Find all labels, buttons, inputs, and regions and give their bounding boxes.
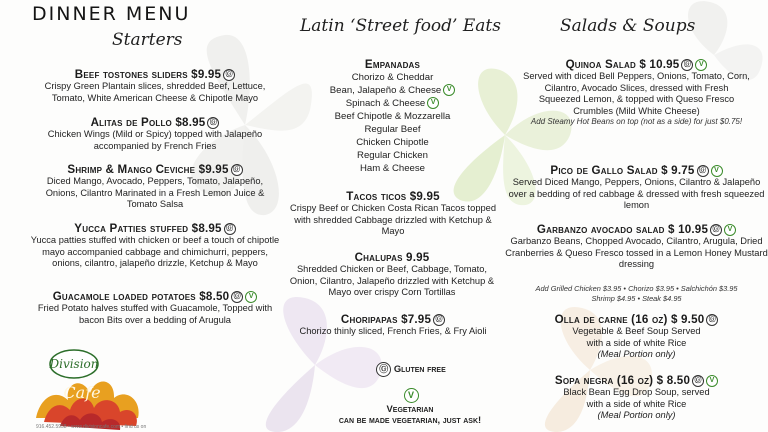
gluten-free-icon: Ⓖ	[706, 314, 718, 326]
item-description: Crispy Beef or Chicken Costa Rican Tacos topped with shredded Cabbage drizzled with Ketchup & Mayo	[289, 203, 496, 237]
vegetarian-icon: V	[724, 224, 736, 236]
gluten-free-icon: Ⓖ	[207, 117, 219, 129]
salad-addons	[505, 284, 768, 304]
vegetarian-icon: V	[443, 84, 455, 96]
item-name: Beef tostones sliders $9.95	[74, 68, 222, 81]
item-description: Chicken Wings (Mild or Spicy) topped with Jalapeño accompanied by French Fries	[47, 129, 263, 151]
menu-item-garbanzo-avocado-salad	[505, 223, 768, 271]
menu-item-beef-tostones	[30, 68, 280, 104]
addon-line: Shrimp $4.95 • Steak $4.95	[591, 294, 682, 303]
vegetarian-icon: V	[711, 165, 723, 177]
legend-vegetarian-label: Vegetarian	[386, 403, 434, 414]
item-name: Choripapas $7.95	[340, 313, 432, 326]
item-description: Garbanzo Beans, Chopped Avocado, Cilantro, Arugula, Dried Cranberries & Queso Fresco tossed in a Lemon Honey Mustard dressing	[505, 236, 768, 270]
legend-vegetarian-note: can be made vegetarian, just ask!	[338, 414, 482, 425]
menu-item-pico-de-gallo-salad	[505, 164, 768, 212]
empanada-option: Ham & Cheese	[359, 163, 426, 174]
gluten-free-icon: Ⓖ	[681, 59, 693, 71]
empanada-option: Regular Chicken	[357, 150, 428, 161]
menu-item-tacos-ticos	[288, 190, 498, 238]
menu-item-olla-de-carne	[505, 313, 768, 361]
item-description: Vegetable & Beef Soup Served with a side of white Rice	[572, 326, 701, 348]
logo-line1: Division	[49, 357, 99, 371]
item-name: Empanadas	[364, 58, 421, 71]
empanada-option: Chicken Chipotle	[356, 137, 429, 148]
empanada-option: Regular Beef	[364, 124, 421, 135]
empanada-option: Bean, Jalapeño & Cheese V	[300, 84, 485, 97]
section-title-starters: Starters	[112, 30, 183, 50]
gluten-free-icon: Ⓖ	[231, 291, 243, 303]
menu-title: DINNER MENU	[32, 3, 191, 25]
item-name: Guacamole loaded potatoes $8.50	[52, 290, 230, 303]
item-name: Tacos ticos $9.95	[346, 190, 440, 203]
gluten-free-icon: Ⓖ	[376, 362, 391, 377]
gluten-free-icon: Ⓖ	[223, 69, 235, 81]
menu-item-yucca-patties	[30, 222, 280, 270]
menu-item-shrimp-mango-ceviche	[30, 163, 280, 211]
gluten-free-icon: Ⓖ	[710, 224, 722, 236]
footer-contact: 916.452.5958 • www.divisioncafe.com • find us on	[36, 424, 147, 430]
item-name: Shrimp & Mango Ceviche $9.95	[67, 163, 229, 176]
vegetarian-icon: V	[695, 59, 707, 71]
meal-portion-note: (Meal Portion only)	[597, 349, 676, 360]
gluten-free-icon: Ⓖ	[697, 165, 709, 177]
item-name: Olla de carne (16 oz) $ 9.50	[554, 313, 705, 326]
legend-vegetarian	[330, 388, 490, 425]
vegetarian-icon: V	[706, 375, 718, 387]
vegetarian-icon: V	[404, 388, 419, 403]
vegetarian-icon: V	[245, 291, 257, 303]
item-description: Served Diced Mango, Peppers, Onions, Cilantro & Jalapeño over a bedding of red cabbage & dressed with fresh squeezed lemon	[508, 177, 765, 211]
item-name: Garbanzo avocado salad $ 10.95	[536, 223, 709, 236]
addon-line: Add Grilled Chicken $3.95 • Chorizo $3.95 • Salchichón $3.95	[535, 284, 738, 293]
division-cafe-logo	[30, 348, 148, 432]
item-addon: Add Steamy Hot Beans on top (not as a side) for just $0.75!	[530, 117, 743, 127]
legend-gluten-free	[330, 362, 490, 377]
item-name: Yucca Patties stuffed $8.95	[74, 222, 222, 235]
item-description: Black Bean Egg Drop Soup, served with a side of white Rice	[563, 387, 710, 409]
legend-gluten-free-label: Gluten free	[393, 362, 446, 374]
logo-line2: Cafe	[63, 383, 101, 402]
section-title-salads-soups: Salads & Soups	[560, 16, 696, 36]
item-description: Chorizo thinly sliced, French Fries, & Fry Aioli	[299, 326, 487, 336]
empanada-option: Beef Chipotle & Mozzarella	[334, 111, 451, 122]
section-title-street-food: Latin ‘Street food’ Eats	[300, 16, 501, 36]
item-name: Sopa negra (16 oz) $ 8.50	[554, 374, 691, 387]
gluten-free-icon: Ⓖ	[692, 375, 704, 387]
item-description: Served with diced Bell Peppers, Onions, Tomato, Corn, Cilantro, Avocado Slices, dressed with Fresh Squeezed Lemon, & topped with Queso Fresco Crumbles (Mild White Cheese)	[523, 71, 750, 116]
item-description: Yucca patties stuffed with chicken or beef a touch of chipotle mayo accompanied cabbage and chimichurri, peppers, onions, cilantro, jalapeño drizzle, Ketchup & Mayo	[30, 235, 280, 269]
menu-item-alitas-de-pollo	[30, 116, 280, 152]
item-description: Diced Mango, Avocado, Peppers, Tomato, Jalapeño, Onions, Cilantro Marinated in a Fresh Lemon Juice & Tomato Salsa	[45, 176, 265, 210]
menu-item-empanadas	[300, 58, 485, 175]
menu-item-choripapas	[288, 313, 498, 338]
menu-item-quinoa-salad	[505, 58, 768, 127]
item-description: Shredded Chicken or Beef, Cabbage, Tomato, Onion, Cilantro, Jalapeño drizzled with Ketchup & Mayo over crispy Corn Tortillas	[289, 264, 495, 298]
gluten-free-icon: Ⓖ	[224, 223, 236, 235]
item-name: Chalupas 9.95	[354, 251, 430, 264]
item-description: Crispy Green Plantain slices, shredded Beef, Lettuce, Tomato, White American Cheese & Chipotle Mayo	[44, 81, 266, 103]
menu-item-chalupas	[283, 251, 501, 299]
gluten-free-icon: Ⓖ	[231, 164, 243, 176]
item-name: Alitas de Pollo $8.95	[90, 116, 206, 129]
vegetarian-icon: V	[427, 97, 439, 109]
empanada-option: Spinach & Cheese V	[300, 97, 485, 110]
menu-item-guacamole-potatoes	[30, 290, 280, 326]
item-name: Quinoa Salad $ 10.95	[565, 58, 680, 71]
item-name: Pico de Gallo Salad $ 9.75	[550, 164, 695, 177]
meal-portion-note: (Meal Portion only)	[597, 410, 676, 421]
menu-item-sopa-negra	[505, 374, 768, 422]
item-description: Fried Potato halves stuffed with Guacamole, Topped with bacon Bits over a bedding of Arugula	[37, 303, 273, 325]
empanada-option: Chorizo & Cheddar	[351, 72, 434, 83]
gluten-free-icon: Ⓖ	[433, 314, 445, 326]
